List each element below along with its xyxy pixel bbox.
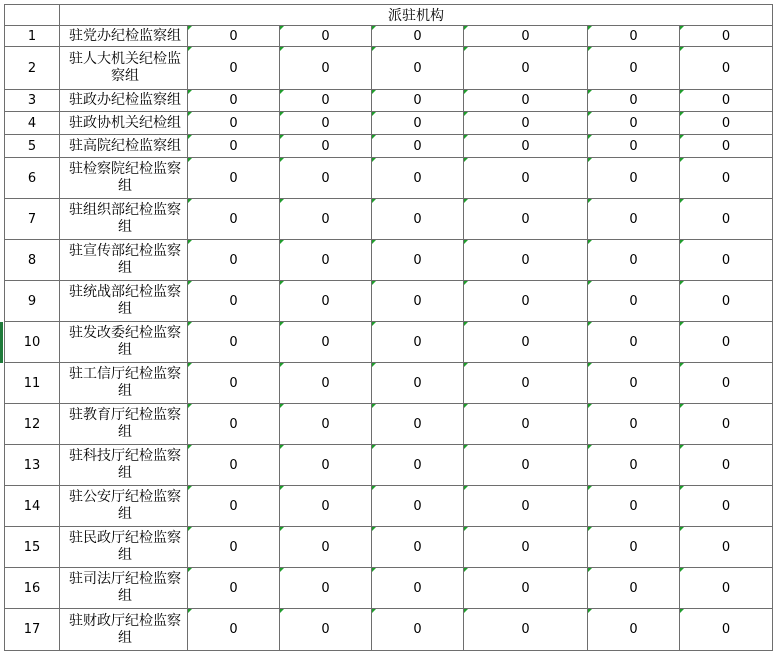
agency-name: 驻统战部纪检监察组 — [69, 284, 181, 317]
cell-value: 0 — [521, 60, 530, 76]
value-cell[interactable] — [372, 568, 464, 609]
cell-value: 0 — [629, 170, 638, 186]
value-cell[interactable] — [464, 26, 588, 47]
cell-value: 0 — [521, 580, 530, 596]
agency-name: 驻党办纪检监察组 — [69, 27, 181, 44]
row-index-cell[interactable] — [4, 199, 60, 240]
cell-value: 0 — [413, 580, 422, 596]
value-cell[interactable] — [280, 26, 372, 47]
row-index-cell[interactable] — [4, 90, 60, 112]
row-index: 9 — [27, 293, 37, 309]
value-cell[interactable] — [464, 445, 588, 486]
value-cell[interactable] — [588, 363, 680, 404]
cell-value: 0 — [629, 138, 638, 154]
cell-value: 0 — [629, 375, 638, 391]
value-cell[interactable] — [680, 527, 773, 568]
value-cell[interactable] — [680, 486, 773, 527]
cell-value: 0 — [413, 28, 422, 44]
agency-name: 驻宣传部纪检监察组 — [69, 243, 181, 276]
value-cell[interactable] — [464, 199, 588, 240]
cell-value: 0 — [321, 28, 330, 44]
cell-value: 0 — [521, 115, 530, 131]
value-cell[interactable] — [464, 486, 588, 527]
cell-value: 0 — [321, 375, 330, 391]
cell-value: 0 — [629, 293, 638, 309]
value-cell[interactable] — [280, 609, 372, 651]
cell-value: 0 — [721, 138, 731, 154]
cell-value: 0 — [721, 115, 731, 131]
cell-value: 0 — [321, 293, 330, 309]
value-cell[interactable] — [280, 486, 372, 527]
row-index-cell[interactable] — [4, 486, 60, 527]
value-cell[interactable] — [588, 322, 680, 363]
value-cell[interactable] — [280, 322, 372, 363]
value-cell[interactable] — [188, 486, 280, 527]
value-cell[interactable] — [372, 158, 464, 199]
agency-name: 驻组织部纪检监察组 — [69, 202, 181, 235]
value-cell[interactable] — [372, 199, 464, 240]
cell-value: 0 — [521, 138, 530, 154]
cell-value: 0 — [629, 498, 638, 514]
value-cell[interactable] — [680, 445, 773, 486]
value-cell[interactable] — [188, 26, 280, 47]
row-index-cell[interactable] — [4, 568, 60, 609]
agency-name-cell[interactable] — [60, 26, 188, 47]
value-cell[interactable] — [680, 158, 773, 199]
cell-value: 0 — [721, 498, 731, 514]
value-cell[interactable] — [588, 112, 680, 135]
value-cell[interactable] — [372, 135, 464, 158]
value-cell[interactable] — [280, 568, 372, 609]
cell-value: 0 — [229, 252, 238, 268]
cell-value: 0 — [321, 138, 330, 154]
cell-value: 0 — [521, 457, 530, 473]
value-cell[interactable] — [588, 404, 680, 445]
header-text: 派驻机构 — [388, 8, 444, 24]
value-cell[interactable] — [372, 90, 464, 112]
cell-value: 0 — [521, 416, 530, 432]
row-index-cell[interactable] — [4, 281, 60, 322]
cell-value: 0 — [721, 60, 731, 76]
value-cell[interactable] — [680, 609, 773, 651]
agency-name-cell[interactable] — [60, 199, 188, 240]
value-cell[interactable] — [280, 158, 372, 199]
agency-name: 驻高院纪检监察组 — [69, 137, 181, 154]
cell-value: 0 — [721, 539, 731, 555]
value-cell[interactable] — [464, 363, 588, 404]
cell-value: 0 — [413, 93, 422, 108]
cell-value: 0 — [721, 293, 731, 309]
value-cell[interactable] — [680, 112, 773, 135]
cell-value: 0 — [229, 539, 238, 555]
cell-value: 0 — [413, 334, 422, 350]
value-cell[interactable] — [188, 527, 280, 568]
agency-name: 驻科技厅纪检监察组 — [69, 448, 181, 481]
value-cell[interactable] — [464, 322, 588, 363]
cell-value: 0 — [413, 375, 422, 391]
row-index: 6 — [27, 170, 37, 186]
cell-value: 0 — [629, 416, 638, 432]
value-cell[interactable] — [680, 363, 773, 404]
value-cell[interactable] — [372, 609, 464, 651]
cell-value: 0 — [321, 115, 330, 131]
cell-value: 0 — [413, 211, 422, 227]
agency-name-cell[interactable] — [60, 240, 188, 281]
cell-value: 0 — [721, 580, 731, 596]
value-cell[interactable] — [588, 135, 680, 158]
cell-value: 0 — [229, 138, 238, 154]
value-cell[interactable] — [680, 322, 773, 363]
row-index: 1 — [27, 28, 37, 44]
value-cell[interactable] — [188, 47, 280, 90]
row-index: 14 — [23, 498, 41, 514]
cell-value: 0 — [721, 334, 731, 350]
cell-value: 0 — [721, 211, 731, 227]
value-cell[interactable] — [372, 240, 464, 281]
value-cell[interactable] — [280, 90, 372, 112]
cell-value: 0 — [721, 375, 731, 391]
value-cell[interactable] — [680, 47, 773, 90]
value-cell[interactable] — [588, 26, 680, 47]
row-index: 8 — [27, 252, 37, 268]
agency-name: 驻民政厅纪检监察组 — [69, 530, 181, 563]
header-cell[interactable] — [60, 4, 773, 26]
cell-value: 0 — [321, 580, 330, 596]
row-index-cell[interactable] — [4, 404, 60, 445]
cell-value: 0 — [721, 622, 731, 637]
row-index-cell[interactable] — [4, 135, 60, 158]
cell-value: 0 — [321, 539, 330, 555]
row-index-cell[interactable] — [4, 112, 60, 135]
value-cell[interactable] — [188, 158, 280, 199]
agency-name: 驻公安厅纪检监察组 — [69, 489, 181, 522]
value-cell[interactable] — [464, 47, 588, 90]
cell-value: 0 — [413, 60, 422, 76]
agency-name: 驻政协机关纪检组 — [69, 114, 181, 131]
cell-value: 0 — [321, 252, 330, 268]
agency-name-cell[interactable] — [60, 112, 188, 135]
cell-value: 0 — [629, 93, 638, 108]
agency-name: 驻司法厅纪检监察组 — [69, 571, 181, 604]
row-index: 2 — [27, 60, 37, 76]
cell-value: 0 — [521, 334, 530, 350]
value-cell[interactable] — [588, 47, 680, 90]
cell-value: 0 — [229, 375, 238, 391]
value-cell[interactable] — [372, 281, 464, 322]
value-cell[interactable] — [280, 135, 372, 158]
cell-value: 0 — [721, 252, 731, 268]
cell-value: 0 — [321, 334, 330, 350]
cell-value: 0 — [321, 498, 330, 514]
row-index: 3 — [27, 93, 37, 108]
value-cell[interactable] — [280, 445, 372, 486]
value-cell[interactable] — [280, 363, 372, 404]
value-cell[interactable] — [680, 281, 773, 322]
value-cell[interactable] — [280, 281, 372, 322]
value-cell[interactable] — [680, 26, 773, 47]
cell-value: 0 — [721, 93, 731, 108]
value-cell[interactable] — [188, 199, 280, 240]
row-index-cell[interactable] — [4, 363, 60, 404]
cell-value: 0 — [229, 170, 238, 186]
cell-value: 0 — [229, 498, 238, 514]
value-cell[interactable] — [188, 281, 280, 322]
value-cell[interactable] — [588, 609, 680, 651]
agency-name-cell[interactable] — [60, 47, 188, 90]
row-index: 12 — [23, 416, 41, 432]
cell-value: 0 — [721, 170, 731, 186]
cell-value: 0 — [413, 115, 422, 131]
value-cell[interactable] — [372, 322, 464, 363]
cell-value: 0 — [321, 416, 330, 432]
cell-value: 0 — [629, 539, 638, 555]
row-index: 17 — [23, 622, 41, 637]
cell-value: 0 — [521, 28, 530, 44]
value-cell[interactable] — [680, 199, 773, 240]
cell-value: 0 — [413, 252, 422, 268]
agency-name: 驻发改委纪检监察组 — [69, 325, 181, 358]
value-cell[interactable] — [188, 363, 280, 404]
row-index-cell[interactable] — [4, 240, 60, 281]
row-index-cell[interactable] — [4, 609, 60, 651]
agency-name: 驻政办纪检监察组 — [69, 92, 181, 108]
row-index: 13 — [23, 457, 41, 473]
value-cell[interactable] — [464, 527, 588, 568]
row-index: 7 — [27, 211, 37, 227]
cell-value: 0 — [721, 416, 731, 432]
value-cell[interactable] — [188, 240, 280, 281]
value-cell[interactable] — [464, 609, 588, 651]
value-cell[interactable] — [280, 47, 372, 90]
cell-value: 0 — [413, 539, 422, 555]
value-cell[interactable] — [464, 112, 588, 135]
cell-value: 0 — [521, 170, 530, 186]
cell-value: 0 — [413, 170, 422, 186]
value-cell[interactable] — [188, 568, 280, 609]
value-cell[interactable] — [588, 90, 680, 112]
row-selection-marker — [0, 322, 3, 363]
value-cell[interactable] — [188, 404, 280, 445]
value-cell[interactable] — [188, 445, 280, 486]
agency-name-cell[interactable] — [60, 135, 188, 158]
agency-name-cell[interactable] — [60, 158, 188, 199]
value-cell[interactable] — [280, 112, 372, 135]
row-index: 15 — [23, 539, 41, 555]
row-index-cell[interactable] — [4, 527, 60, 568]
agency-name: 驻人大机关纪检监察组 — [69, 51, 181, 84]
cell-value: 0 — [629, 28, 638, 44]
row-index: 5 — [27, 138, 37, 154]
cell-value: 0 — [629, 334, 638, 350]
value-cell[interactable] — [188, 322, 280, 363]
value-cell[interactable] — [588, 486, 680, 527]
value-cell[interactable] — [280, 199, 372, 240]
cell-value: 0 — [629, 211, 638, 227]
agency-name: 驻工信厅纪检监察组 — [69, 366, 181, 399]
row-index: 4 — [27, 115, 37, 131]
value-cell[interactable] — [588, 568, 680, 609]
cell-value: 0 — [321, 622, 330, 637]
value-cell[interactable] — [372, 26, 464, 47]
value-cell[interactable] — [372, 445, 464, 486]
cell-value: 0 — [321, 457, 330, 473]
value-cell[interactable] — [372, 47, 464, 90]
value-cell[interactable] — [464, 404, 588, 445]
cell-value: 0 — [629, 60, 638, 76]
cell-value: 0 — [229, 293, 238, 309]
cell-value: 0 — [229, 580, 238, 596]
cell-value: 0 — [321, 211, 330, 227]
cell-value: 0 — [629, 622, 638, 637]
value-cell[interactable] — [680, 568, 773, 609]
agency-name-cell[interactable] — [60, 486, 188, 527]
agency-name-cell[interactable] — [60, 281, 188, 322]
value-cell[interactable] — [464, 281, 588, 322]
value-cell[interactable] — [372, 486, 464, 527]
agency-name-cell[interactable] — [60, 445, 188, 486]
cell-value: 0 — [413, 498, 422, 514]
value-cell[interactable] — [464, 568, 588, 609]
value-cell[interactable] — [280, 404, 372, 445]
value-cell[interactable] — [372, 404, 464, 445]
row-index: 10 — [23, 334, 41, 350]
agency-name: 驻教育厅纪检监察组 — [69, 407, 181, 440]
agency-name-cell[interactable] — [60, 568, 188, 609]
value-cell[interactable] — [188, 135, 280, 158]
value-cell[interactable] — [588, 240, 680, 281]
cell-value: 0 — [521, 93, 530, 108]
row-index-cell[interactable] — [4, 26, 60, 47]
row-index-cell[interactable] — [4, 47, 60, 90]
cell-value: 0 — [229, 28, 238, 44]
value-cell[interactable] — [680, 90, 773, 112]
cell-value: 0 — [413, 293, 422, 309]
value-cell[interactable] — [464, 90, 588, 112]
agency-name: 驻财政厅纪检监察组 — [69, 612, 181, 646]
value-cell[interactable] — [588, 445, 680, 486]
value-cell[interactable] — [588, 281, 680, 322]
cell-value: 0 — [321, 170, 330, 186]
cell-value: 0 — [229, 93, 238, 108]
agency-name-cell[interactable] — [60, 322, 188, 363]
cell-value: 0 — [521, 498, 530, 514]
header-blank-cell[interactable] — [4, 4, 60, 26]
cell-value: 0 — [413, 138, 422, 154]
value-cell[interactable] — [372, 112, 464, 135]
cell-value: 0 — [721, 457, 731, 473]
cell-value: 0 — [521, 293, 530, 309]
cell-value: 0 — [721, 28, 731, 44]
value-cell[interactable] — [188, 609, 280, 651]
cell-value: 0 — [521, 622, 530, 637]
agency-name-cell[interactable] — [60, 404, 188, 445]
cell-value: 0 — [321, 93, 330, 108]
cell-value: 0 — [413, 622, 422, 637]
cell-value: 0 — [521, 539, 530, 555]
cell-value: 0 — [521, 375, 530, 391]
cell-value: 0 — [229, 60, 238, 76]
cell-value: 0 — [629, 115, 638, 131]
value-cell[interactable] — [372, 363, 464, 404]
value-cell[interactable] — [588, 199, 680, 240]
row-index: 16 — [23, 580, 41, 596]
cell-value: 0 — [629, 580, 638, 596]
row-index-cell[interactable] — [4, 445, 60, 486]
row-index-cell[interactable] — [4, 322, 60, 363]
agency-name-cell[interactable] — [60, 90, 188, 112]
cell-value: 0 — [229, 457, 238, 473]
agency-name-cell[interactable] — [60, 609, 188, 651]
agency-name: 驻检察院纪检监察组 — [69, 161, 181, 194]
cell-value: 0 — [229, 622, 238, 637]
value-cell[interactable] — [588, 527, 680, 568]
cell-value: 0 — [629, 252, 638, 268]
value-cell[interactable] — [188, 90, 280, 112]
value-cell[interactable] — [464, 158, 588, 199]
cell-value: 0 — [229, 416, 238, 432]
cell-value: 0 — [413, 416, 422, 432]
cell-value: 0 — [321, 60, 330, 76]
cell-value: 0 — [521, 211, 530, 227]
value-cell[interactable] — [372, 527, 464, 568]
cell-value: 0 — [629, 457, 638, 473]
cell-value: 0 — [229, 211, 238, 227]
value-cell[interactable] — [588, 158, 680, 199]
cell-value: 0 — [229, 115, 238, 131]
value-cell[interactable] — [188, 112, 280, 135]
value-cell[interactable] — [680, 404, 773, 445]
value-cell[interactable] — [680, 135, 773, 158]
row-index: 11 — [23, 375, 41, 391]
value-cell[interactable] — [280, 240, 372, 281]
cell-value: 0 — [413, 457, 422, 473]
row-index-cell[interactable] — [4, 158, 60, 199]
agency-name-cell[interactable] — [60, 363, 188, 404]
value-cell[interactable] — [464, 240, 588, 281]
value-cell[interactable] — [680, 240, 773, 281]
agency-name-cell[interactable] — [60, 527, 188, 568]
cell-value: 0 — [229, 334, 238, 350]
value-cell[interactable] — [464, 135, 588, 158]
cell-value: 0 — [521, 252, 530, 268]
value-cell[interactable] — [280, 527, 372, 568]
